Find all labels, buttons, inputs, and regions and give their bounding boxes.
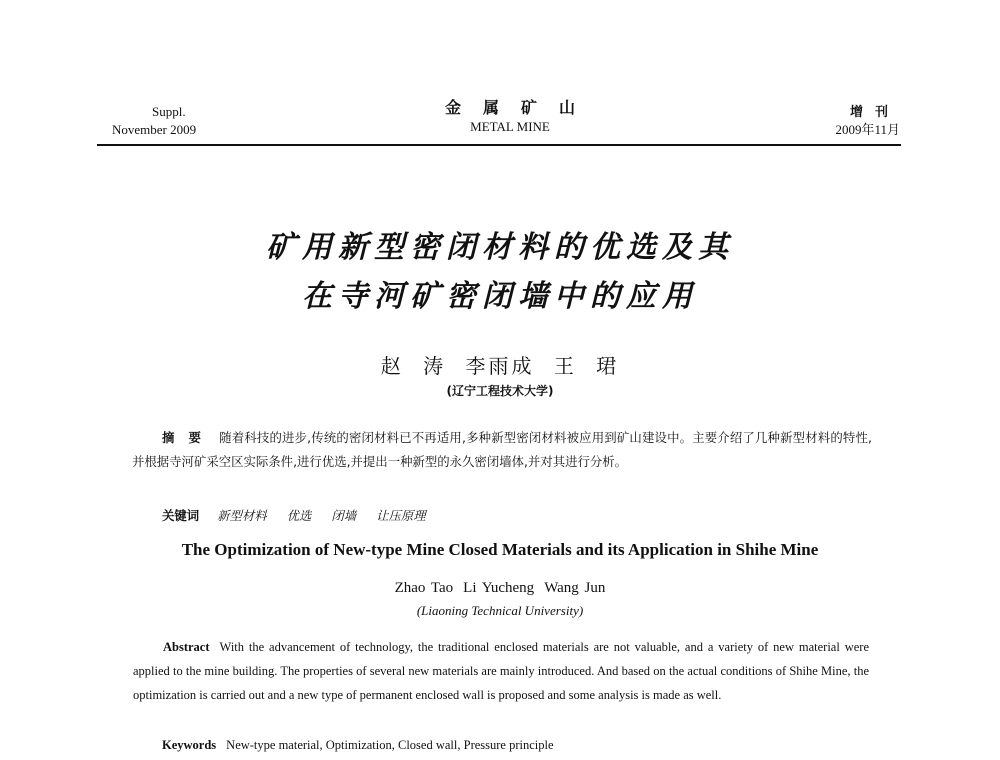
journal-name-en: METAL MINE	[470, 119, 550, 134]
abstract-en-text: With the advancement of technology, the traditional enclosed materials are not valuable, and a variety of new material were applied to the mine building. The properties of several new materials are mainly introduced. And based on the actual conditions of Shihe Mine, the optimization is carried out and a new type of permanent enclosed wall is proposed and some analysis is made as well.	[133, 640, 869, 702]
header-date-en: November 2009	[112, 122, 197, 137]
title-zh-line2: 在寺河矿密闭墙中的应用	[302, 279, 698, 314]
header-date-zh: 2009年11月	[835, 122, 900, 137]
keywords-en-text: New-type material, Optimization, Closed wall, Pressure principle	[226, 738, 554, 752]
header-center	[400, 100, 620, 136]
keywords-en-label: Keywords	[162, 738, 217, 752]
header-suppl: Suppl.	[152, 104, 186, 119]
author-en: Wang Jun	[544, 580, 606, 596]
keyword-zh: 新型材料	[217, 508, 267, 523]
author-en: Li Yucheng	[463, 580, 535, 596]
journal-name-zh: 金属矿山	[444, 100, 597, 117]
abstract-zh-text: 随着科技的进步,传统的密闭材料已不再适用,多种新型密闭材料被应用到矿山建设中。主要介绍了几种新型材料的特性,并根据寺河矿采空区实际条件,进行优选,并提出一种新型的永久密闭墙体,并对其进行分析。	[132, 430, 872, 469]
header-right	[835, 103, 900, 139]
title-en: The Optimization of New-type Mine Closed Materials and its Application in Shihe Mine	[181, 540, 819, 559]
abstract-en-label: Abstract	[163, 640, 210, 654]
title-zh-line1: 矿用新型密闭材料的优选及其	[266, 230, 734, 265]
header-left	[112, 103, 196, 139]
keyword-zh: 闭墙	[331, 508, 357, 523]
keyword-zh: 让压原理	[376, 508, 426, 523]
affiliation-en: (Liaoning Technical University)	[416, 603, 584, 618]
abstract-en	[133, 635, 869, 707]
authors-en	[300, 580, 700, 597]
header-suppl-zh: 增刊	[849, 104, 900, 119]
keywords-zh	[162, 506, 442, 524]
header-rule	[97, 144, 901, 146]
abstract-zh-label: 摘要	[162, 430, 216, 445]
author-en: Zhao Tao	[394, 580, 454, 596]
keywords-en	[162, 738, 554, 753]
keywords-zh-label: 关键词	[162, 508, 200, 523]
authors-zh: 赵 涛 李雨成 王 珺	[380, 354, 620, 378]
abstract-zh	[132, 426, 872, 474]
affiliation-zh: (辽宁工程技术大学)	[446, 384, 554, 398]
keyword-zh: 优选	[286, 508, 312, 523]
